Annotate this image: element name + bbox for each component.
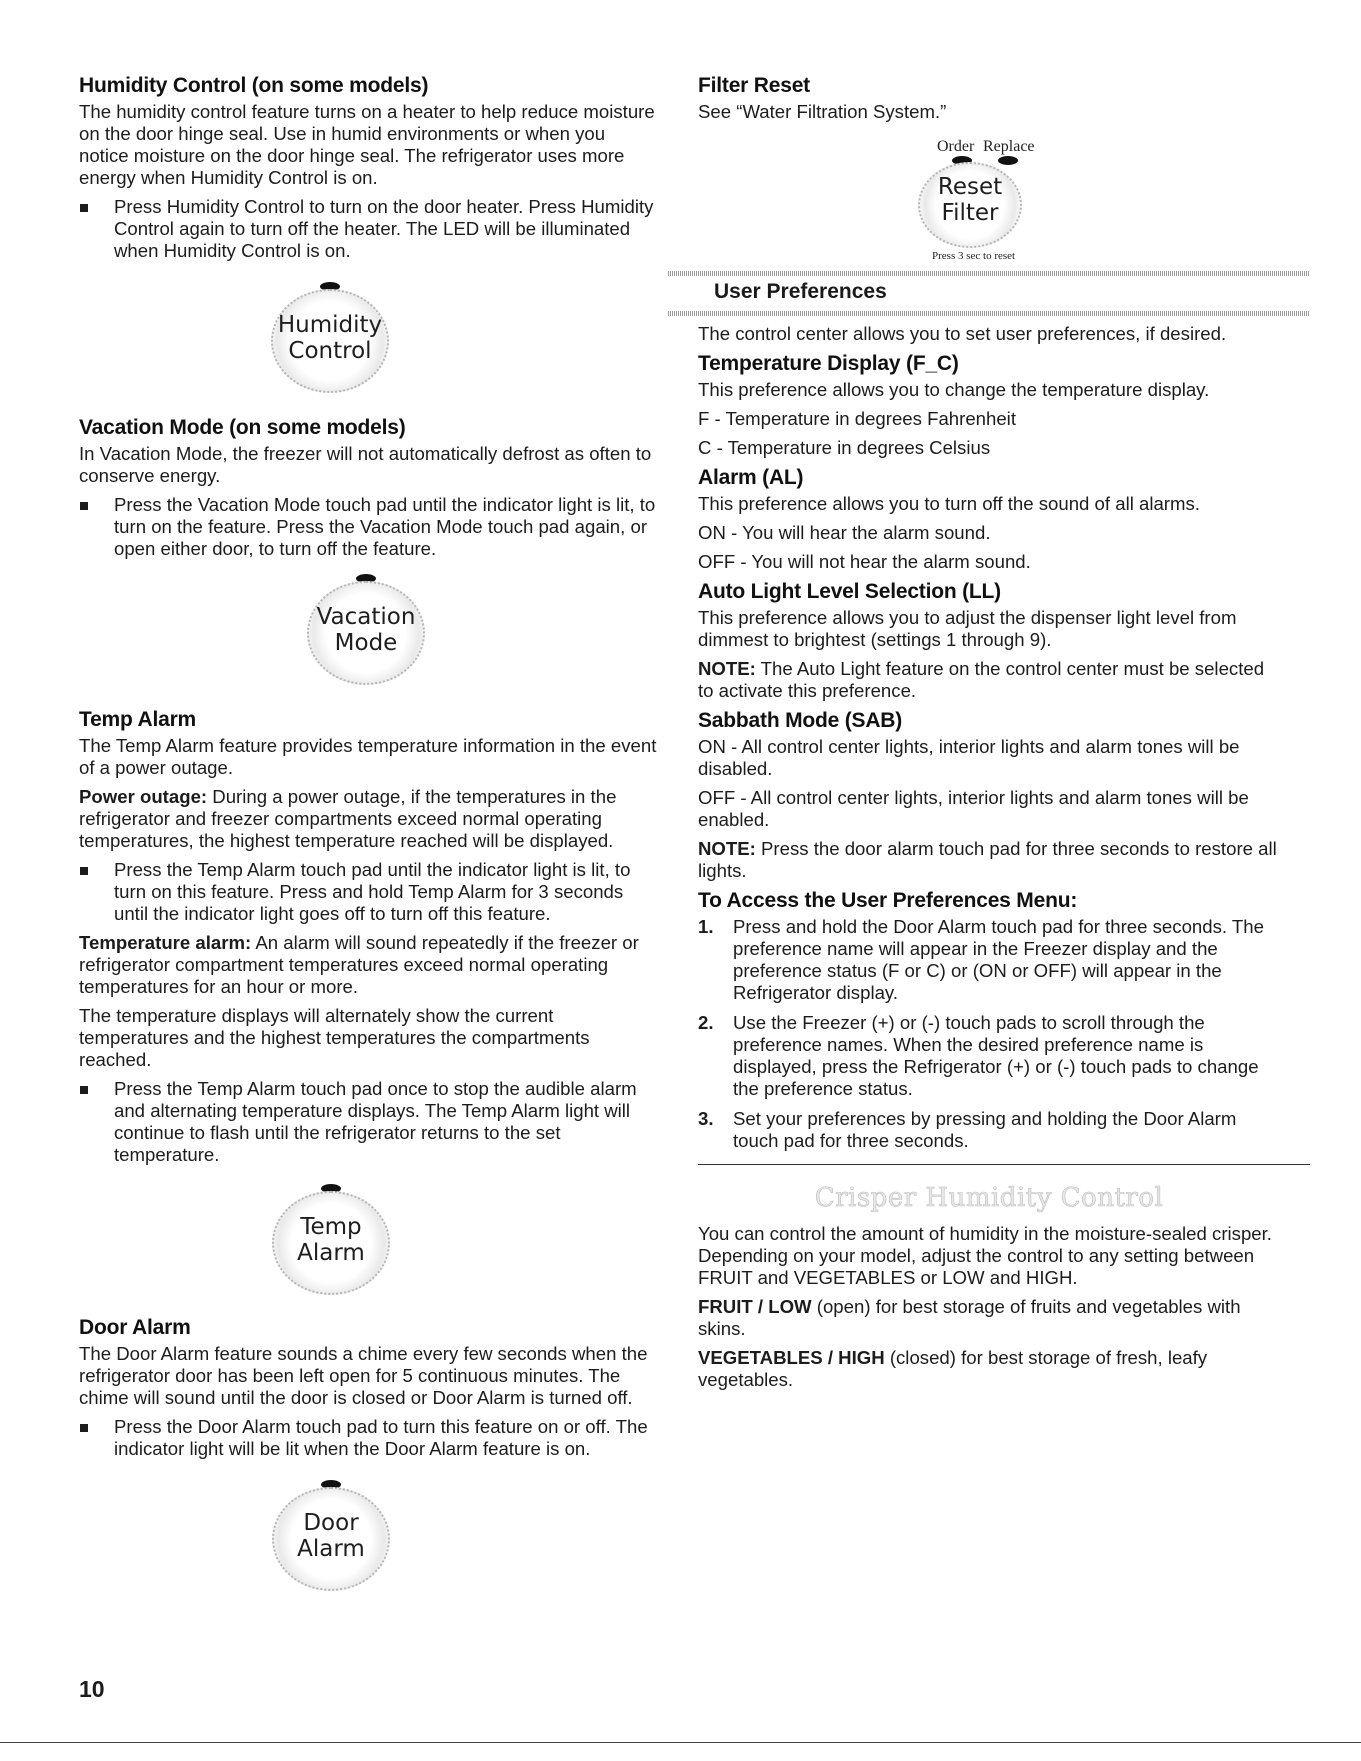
temp-alarm-heading: Temp Alarm xyxy=(79,708,197,731)
humidity-control-bullet xyxy=(79,196,657,262)
humidity-pad-label-line1: Humidity xyxy=(277,312,383,338)
power-outage-label: Power outage: xyxy=(79,786,208,807)
vegetables-high-text: (closed) for best storage of fresh, leafy vegetables. xyxy=(698,1347,1208,1390)
banner-top-stripe xyxy=(668,271,1310,276)
fruit-low-label: FRUIT / LOW xyxy=(698,1296,812,1317)
filter-pad-graphic xyxy=(698,144,1280,264)
step-number: 3. xyxy=(698,1108,714,1129)
step-item xyxy=(698,1108,1280,1152)
page-bottom-rule xyxy=(0,1742,1361,1743)
temp-alarm-bullet-1-text: Press the Temp Alarm touch pad until the indicator light is lit, to turn on this feature. Press and hold Temp Alarm for 3 seconds until the indicator light goes off to turn off this feature. xyxy=(114,859,631,924)
bullet-square-icon xyxy=(80,204,88,212)
order-label: Order xyxy=(937,138,975,155)
door-alarm-bullet-text: Press the Door Alarm touch pad to turn this feature on or off. The indicator light will be lit when the Door Alarm feature is on. xyxy=(114,1416,648,1459)
humidity-control-bullet-text: Press Humidity Control to turn on the door heater. Press Humidity Control again to turn off the heater. The LED will be illuminated when Humidity Control is on. xyxy=(114,196,654,261)
sabbath-note xyxy=(698,838,1280,882)
crisper-humidity-title: Crisper Humidity Control xyxy=(814,1183,1164,1213)
step-item xyxy=(698,916,1280,1004)
vacation-pad-label-line1: Vacation xyxy=(316,604,416,630)
temperature-alarm-paragraph xyxy=(79,932,657,998)
temp-alarm-bullet-2-text: Press the Temp Alarm touch pad once to stop the audible alarm and alternating temperature displays. The Temp Alarm light will continue to flash until the refrigerator returns to the set temperature. xyxy=(114,1078,637,1165)
step-item xyxy=(698,1012,1280,1100)
press-to-reset-label: Press 3 sec to reset xyxy=(932,250,1016,262)
door-alarm-bullet xyxy=(79,1416,657,1460)
temp-alarm-bullet-1 xyxy=(79,859,657,925)
bullet-square-icon xyxy=(80,1086,88,1094)
fruit-low-text: (open) for best storage of fruits and vegetables with skins. xyxy=(698,1296,1241,1339)
temperature-display-heading: Temperature Display (F_C) xyxy=(698,352,959,375)
vegetables-high-paragraph xyxy=(698,1347,1280,1391)
door-alarm-pad-label-line2: Alarm xyxy=(297,1536,365,1562)
vacation-pad-label-line2: Mode xyxy=(334,630,398,656)
filter-pad-label-line1: Reset xyxy=(937,174,1003,200)
door-alarm-pad-label-line1: Door xyxy=(303,1510,359,1536)
temp-alarm-pad xyxy=(79,1178,657,1298)
temperature-displays-paragraph: The temperature displays will alternately show the current temperatures and the highest temperatures the compartments reached. xyxy=(79,1005,590,1070)
replace-label: Replace xyxy=(983,138,1035,155)
bullet-square-icon xyxy=(80,502,88,510)
sabbath-mode-heading: Sabbath Mode (SAB) xyxy=(698,709,903,732)
sabbath-note-text: Press the door alarm touch pad for three seconds to restore all lights. xyxy=(698,838,1277,881)
bullet-square-icon xyxy=(80,867,88,875)
vacation-mode-description: In Vacation Mode, the freezer will not automatically defrost as often to conserve energy. xyxy=(79,443,652,486)
auto-light-note xyxy=(698,658,1280,702)
step-text: Use the Freezer (+) or (-) touch pads to scroll through the preference names. When the desired preference name is displayed, press the Refrigerator (+) or (-) touch pads to change the preference status. xyxy=(733,1012,1259,1099)
step-number: 1. xyxy=(698,916,714,937)
step-text: Set your preferences by pressing and holding the Door Alarm touch pad for three seconds. xyxy=(733,1108,1237,1151)
fruit-low-paragraph xyxy=(698,1296,1280,1340)
temperature-c-option: C - Temperature in degrees Celsius xyxy=(698,437,991,458)
door-alarm-heading: Door Alarm xyxy=(79,1316,191,1339)
temp-alarm-bullet-2 xyxy=(79,1078,657,1166)
vacation-mode-pad xyxy=(79,568,657,688)
temperature-alarm-text: An alarm will sound repeatedly if the freezer or refrigerator compartment temperatures exceed normal operating temperatures for an hour or more. xyxy=(79,932,639,997)
section-divider xyxy=(698,1164,1310,1165)
left-column xyxy=(79,74,657,1594)
auto-light-note-text: The Auto Light feature on the control center must be selected to activate this preference. xyxy=(698,658,1265,701)
user-preferences-banner xyxy=(668,265,1310,323)
page-number: 10 xyxy=(79,1676,105,1702)
temperature-display-description: This preference allows you to change the temperature display. xyxy=(698,379,1210,400)
humidity-control-heading: Humidity Control (on some models) xyxy=(79,74,429,97)
auto-light-description: This preference allows you to adjust the dispenser light level from dimmest to brightest (settings 1 through 9). xyxy=(698,607,1237,650)
humidity-control-pad xyxy=(79,276,657,396)
power-outage-paragraph xyxy=(79,786,657,852)
filter-reset-heading: Filter Reset xyxy=(698,74,810,97)
user-preferences-intro: The control center allows you to set user preferences, if desired. xyxy=(698,323,1227,344)
vacation-mode-bullet-text: Press the Vacation Mode touch pad until the indicator light is lit, to turn on the feature. Press the Vacation Mode touch pad again, or open either door, to turn off the feature. xyxy=(114,494,656,559)
temp-alarm-intro: The Temp Alarm feature provides temperature information in the event of a power outage. xyxy=(79,735,657,778)
replace-indicator-icon xyxy=(998,156,1018,165)
banner-bottom-stripe xyxy=(668,311,1310,316)
humidity-pad-label-line2: Control xyxy=(288,338,372,364)
humidity-control-description: The humidity control feature turns on a heater to help reduce moisture on the door hinge seal. Use in humid environments or when you notice moisture on the door hinge seal. The refrigerator uses more energy when Humidity Control is on. xyxy=(79,101,655,188)
filter-pad-label-line2: Filter xyxy=(941,200,999,226)
door-alarm-description: The Door Alarm feature sounds a chime every few seconds when the refrigerator door has been left open for 5 continuous minutes. The chime will sound until the door is closed or Door Alarm is turned off. xyxy=(79,1343,648,1408)
door-alarm-pad xyxy=(79,1474,657,1594)
access-menu-heading: To Access the User Preferences Menu: xyxy=(698,889,1078,912)
alarm-description: This preference allows you to turn off the sound of all alarms. xyxy=(698,493,1200,514)
sabbath-on-option: ON - All control center lights, interior lights and alarm tones will be disabled. xyxy=(698,736,1240,779)
filter-reset-description: See “Water Filtration System.” xyxy=(698,101,947,122)
note-label: NOTE: xyxy=(698,838,756,859)
crisper-description: You can control the amount of humidity in the moisture-sealed crisper. Depending on your model, adjust the control to any setting between FRUIT and VEGETABLES or LOW and HIGH. xyxy=(698,1223,1272,1288)
temp-alarm-pad-label-line2: Alarm xyxy=(297,1240,365,1266)
step-text: Press and hold the Door Alarm touch pad for three seconds. The preference name will appear in the Freezer display and the preference status (F or C) or (ON or OFF) will appear in the Refrigerator display. xyxy=(733,916,1264,1003)
user-preferences-title: User Preferences xyxy=(714,280,887,303)
filter-reset-pad xyxy=(698,130,1280,265)
vacation-mode-bullet xyxy=(79,494,657,560)
right-column xyxy=(698,74,1280,1398)
temperature-f-option: F - Temperature in degrees Fahrenheit xyxy=(698,408,1016,429)
temp-alarm-pad-label-line1: Temp xyxy=(300,1214,362,1240)
auto-light-heading: Auto Light Level Selection (LL) xyxy=(698,580,1001,603)
sabbath-off-option: OFF - All control center lights, interior lights and alarm tones will be enabled. xyxy=(698,787,1249,830)
alarm-off-option: OFF - You will not hear the alarm sound. xyxy=(698,551,1031,572)
note-label: NOTE: xyxy=(698,658,756,679)
vacation-mode-heading: Vacation Mode (on some models) xyxy=(79,416,406,439)
alarm-on-option: ON - You will hear the alarm sound. xyxy=(698,522,991,543)
step-number: 2. xyxy=(698,1012,714,1033)
temperature-alarm-label: Temperature alarm: xyxy=(79,932,252,953)
power-outage-text: During a power outage, if the temperatures in the refrigerator and freezer compartments exceed normal operating temperatures, the highest temperature reached will be displayed. xyxy=(79,786,617,851)
vegetables-high-label: VEGETABLES / HIGH xyxy=(698,1347,885,1368)
alarm-heading: Alarm (AL) xyxy=(698,466,804,489)
bullet-square-icon xyxy=(80,1424,88,1432)
